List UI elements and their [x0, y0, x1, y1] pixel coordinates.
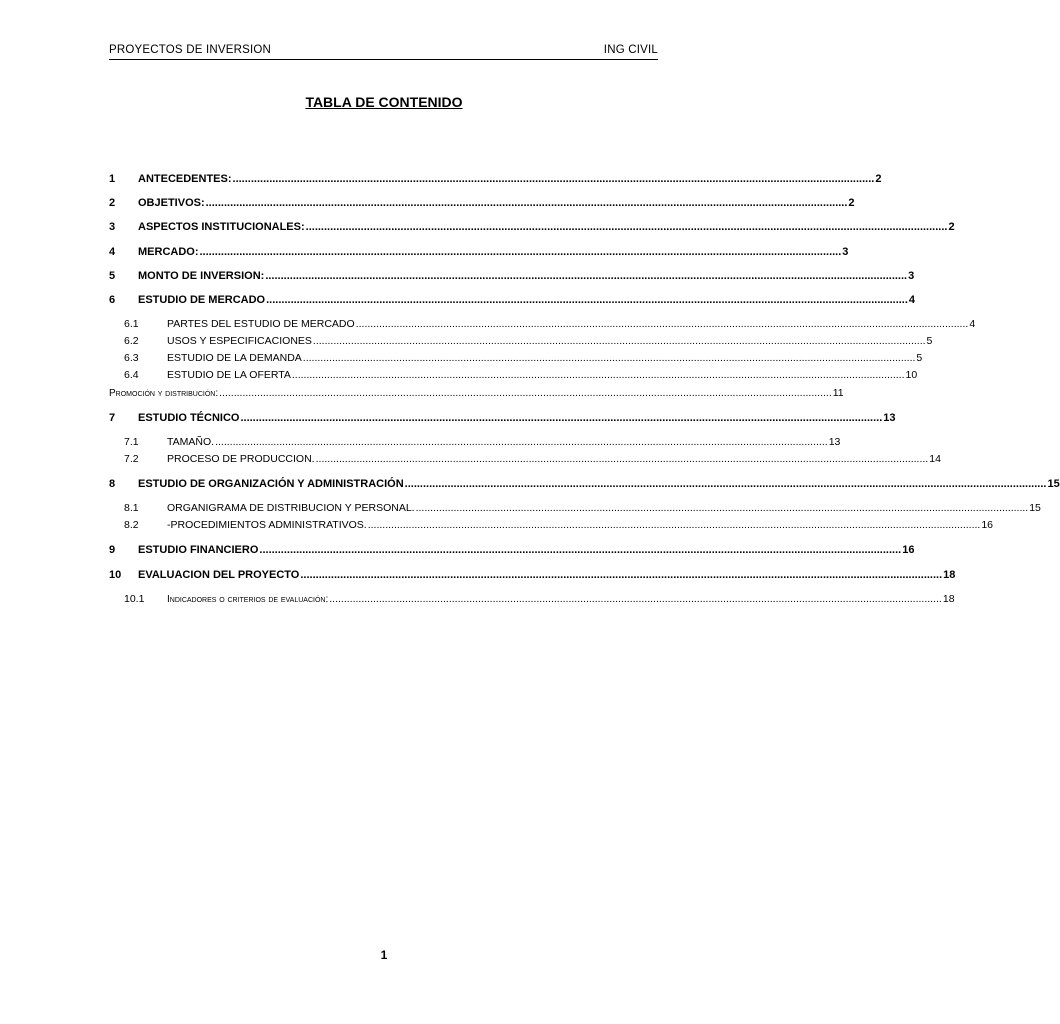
- toc-entry-title: PARTES DEL ESTUDIO DE MERCADO: [167, 318, 355, 330]
- toc-subentry[interactable]: [109, 502, 1041, 514]
- toc-subentry[interactable]: [109, 369, 918, 381]
- page-header: [109, 44, 658, 60]
- toc-entry-number: 7.2: [124, 453, 139, 465]
- toc-entry-number: 6.4: [124, 369, 139, 381]
- toc-leader: ..................................................................................................................................................................................................................: [205, 197, 848, 209]
- toc-entry[interactable]: [109, 569, 956, 581]
- toc-entry[interactable]: [109, 246, 849, 258]
- toc-entry-title: Indicadores o criterios de evaluación:: [167, 594, 329, 605]
- toc-entry-page: 15: [1047, 478, 1060, 490]
- toc-subentry[interactable]: [109, 593, 955, 605]
- toc-entry-number: 1: [109, 173, 116, 185]
- toc-entry-title: PROCESO DE PRODUCCION.: [167, 453, 315, 465]
- toc-subentry[interactable]: [109, 436, 841, 448]
- title-text: TABLA DE CONTENIDO: [305, 94, 463, 110]
- toc-entry-title: USOS Y ESPECIFICACIONES: [167, 335, 312, 347]
- toc-subentry[interactable]: [109, 352, 923, 364]
- toc-entry[interactable]: [109, 478, 1060, 490]
- document-title: [0, 94, 768, 110]
- toc-entry-number: 6.3: [124, 352, 139, 364]
- toc-entry[interactable]: [109, 544, 915, 556]
- toc-leader: ..................................................................................................................................................................................................................: [355, 318, 969, 330]
- header-left-text: PROYECTOS DE INVERSION: [109, 44, 272, 56]
- toc-entry-page: 13: [828, 436, 841, 448]
- toc-entry-page: 2: [948, 221, 955, 233]
- toc-leader: ..................................................................................................................................................................................................................: [265, 270, 908, 282]
- toc-entry-number: 2: [109, 197, 116, 209]
- toc-entry-number: 3: [109, 221, 116, 233]
- toc-entry-title: ASPECTOS INSTITUCIONALES:: [138, 221, 305, 233]
- toc-leader: ..................................................................................................................................................................................................................: [259, 544, 902, 556]
- toc-entry-title: EVALUACION DEL PROYECTO: [138, 569, 300, 581]
- toc-entry[interactable]: [109, 412, 896, 424]
- toc-entry-number: 6.1: [124, 318, 139, 330]
- toc-entry[interactable]: [109, 221, 955, 233]
- toc-leader: ..................................................................................................................................................................................................................: [240, 412, 883, 424]
- toc-leader: ..................................................................................................................................................................................................................: [302, 352, 916, 364]
- toc-entry-page: 16: [981, 519, 994, 531]
- toc-entry-title: OBJETIVOS:: [138, 197, 205, 209]
- toc-entry-page: 16: [902, 544, 915, 556]
- toc-leader: ..................................................................................................................................................................................................................: [219, 387, 832, 399]
- toc-entry-page: 2: [875, 173, 882, 185]
- toc-entry-number: 7: [109, 412, 116, 424]
- toc-entry-title: TAMAÑO.: [167, 436, 215, 448]
- toc-entry-title: ESTUDIO DE MERCADO: [138, 294, 266, 306]
- toc-subentry[interactable]: [109, 519, 994, 531]
- toc-entry[interactable]: [109, 294, 916, 306]
- toc-entry-title: ORGANIGRAMA DE DISTRIBUCION Y PERSONAL.: [167, 502, 415, 514]
- toc-leader: ..................................................................................................................................................................................................................: [305, 221, 948, 233]
- toc-entry-page: 4: [908, 294, 916, 306]
- toc-entry-title: MERCADO:: [138, 246, 199, 258]
- toc-entry-page: 18: [942, 593, 955, 605]
- toc-entry-page: 14: [929, 453, 941, 465]
- toc-entry[interactable]: [109, 270, 915, 282]
- toc-entry-page: 11: [832, 387, 844, 399]
- toc-entry-title: ANTECEDENTES:: [138, 173, 232, 185]
- toc-entry-number: 6.2: [124, 335, 139, 347]
- toc-entry-title: ESTUDIO DE LA DEMANDA: [167, 352, 302, 364]
- toc-entry-number: 10: [109, 569, 122, 581]
- toc-entry-page: 3: [842, 246, 849, 258]
- toc-entry-number: 8.2: [124, 519, 139, 531]
- page-number: 1: [380, 948, 388, 962]
- toc-entry-title: -PROCEDIMIENTOS ADMINISTRATIVOS.: [167, 519, 367, 531]
- toc-entry-page: 2: [848, 197, 855, 209]
- toc-entry-page: 4: [969, 318, 976, 330]
- toc-leader: ..................................................................................................................................................................................................................: [367, 519, 981, 531]
- toc-entry[interactable]: [109, 173, 882, 185]
- toc-entry-number: 10.1: [124, 593, 145, 605]
- toc-entry-page: 18: [943, 569, 956, 581]
- toc-entry-number: 8.1: [124, 502, 139, 514]
- toc-entry-number: 8: [109, 478, 116, 490]
- toc-leader: ..................................................................................................................................................................................................................: [291, 369, 905, 381]
- toc-entry-title: ESTUDIO DE ORGANIZACIÓN Y ADMINISTRACIÓN: [138, 478, 404, 490]
- toc-leader: ..................................................................................................................................................................................................................: [415, 502, 1029, 514]
- toc-subentry[interactable]: [109, 318, 976, 330]
- toc-entry-number: 6: [109, 294, 116, 306]
- toc-entry-title: ESTUDIO FINANCIERO: [138, 544, 259, 556]
- header-right-text: ING CIVIL: [603, 44, 658, 56]
- toc-entry-title: ESTUDIO DE LA OFERTA: [167, 369, 291, 381]
- toc-entry-page: 15: [1029, 502, 1041, 514]
- toc-leader: ..................................................................................................................................................................................................................: [300, 569, 943, 581]
- toc-leader: ..................................................................................................................................................................................................................: [315, 453, 929, 465]
- toc-entry-number: 5: [109, 270, 116, 282]
- toc-entry-number: 9: [109, 544, 116, 556]
- toc-leader: ..................................................................................................................................................................................................................: [232, 173, 875, 185]
- toc-subentry[interactable]: [109, 335, 933, 347]
- toc-subentry[interactable]: [109, 453, 941, 465]
- toc-leader: ..................................................................................................................................................................................................................: [215, 436, 828, 448]
- toc-entry-page: 3: [908, 270, 915, 282]
- toc-entry-page: 5: [916, 352, 923, 364]
- toc-leader: ..................................................................................................................................................................................................................: [266, 294, 908, 306]
- toc-leader: ..................................................................................................................................................................................................................: [199, 246, 842, 258]
- toc-subentry[interactable]: [109, 387, 844, 399]
- toc-entry-title: ESTUDIO TÉCNICO: [138, 412, 240, 424]
- toc-leader: ..................................................................................................................................................................................................................: [312, 335, 926, 347]
- toc-leader: ..................................................................................................................................................................................................................: [329, 593, 942, 605]
- toc-entry-page: 10: [905, 369, 918, 381]
- toc-entry-page: 13: [883, 412, 896, 424]
- toc-leader: ..................................................................................................................................................................................................................: [404, 478, 1047, 490]
- toc-entry-page: 5: [926, 335, 933, 347]
- toc-entry[interactable]: [109, 197, 855, 209]
- toc-entry-title: MONTO DE INVERSION:: [138, 270, 265, 282]
- toc-entry-title: Promoción y distribución:: [109, 388, 219, 399]
- toc-entry-number: 4: [109, 246, 116, 258]
- toc-entry-number: 7.1: [124, 436, 139, 448]
